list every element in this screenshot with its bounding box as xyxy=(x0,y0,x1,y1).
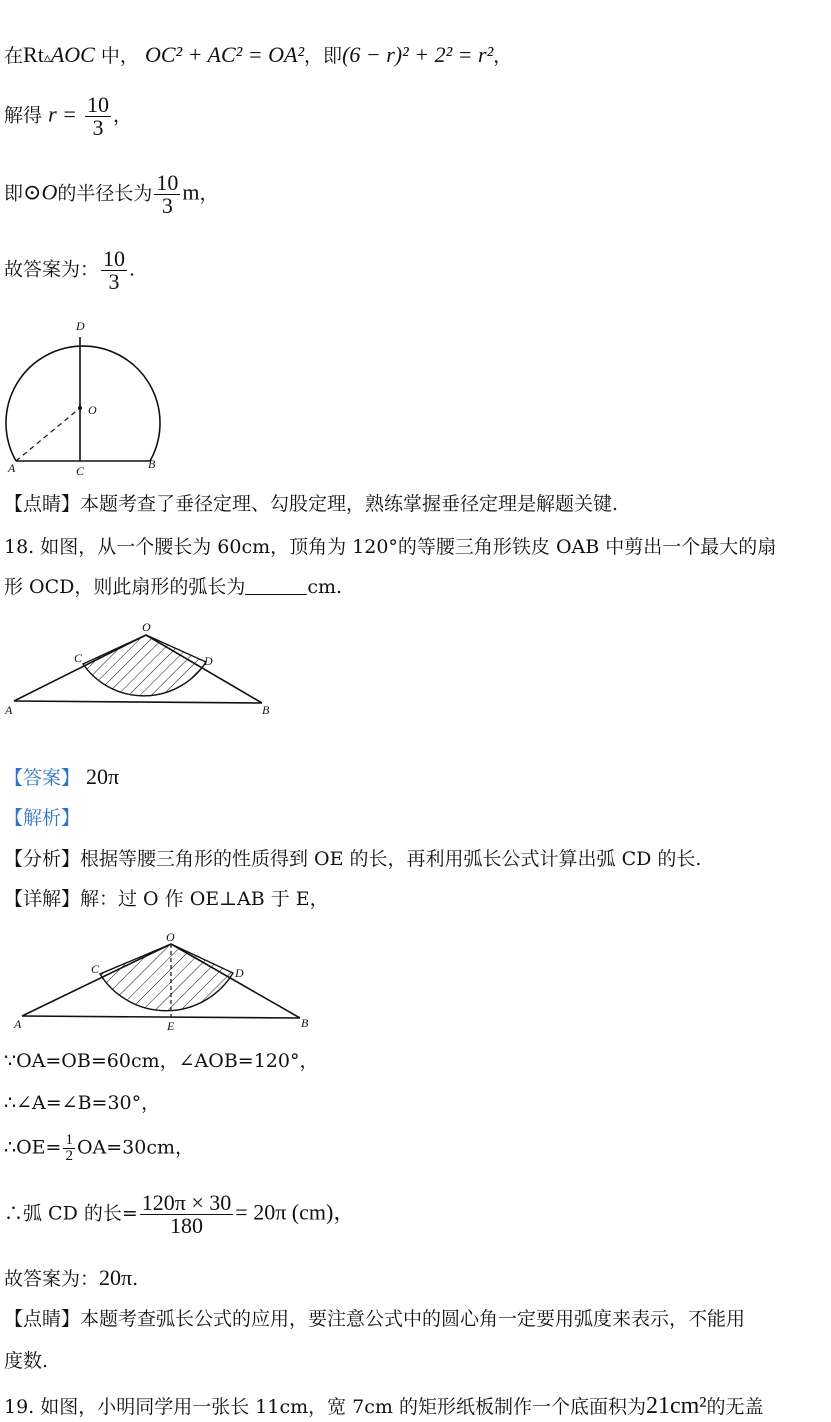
step-4 xyxy=(4,1192,355,1237)
label-c: C xyxy=(74,651,83,665)
label-d: D xyxy=(76,319,85,333)
answer-tag: 【答案】 xyxy=(4,767,81,789)
question-19 xyxy=(4,1394,764,1418)
text: = 20π (cm)， xyxy=(235,1199,356,1225)
label-o: O xyxy=(142,620,151,634)
denominator: 3 xyxy=(85,116,111,139)
fraction xyxy=(85,94,111,139)
value: 20π xyxy=(99,1265,133,1290)
text: AOC xyxy=(50,42,95,67)
answer-line xyxy=(4,766,119,788)
text: 故答案为： xyxy=(4,258,100,281)
arch-arc xyxy=(6,346,160,461)
variable: r = xyxy=(48,101,77,127)
text: 的半径长为 xyxy=(57,182,153,205)
text: ∴弧 CD 的长= xyxy=(4,1202,138,1225)
step-3 xyxy=(4,1133,194,1164)
label-d: D xyxy=(235,966,244,980)
text: 的无盖 xyxy=(706,1396,764,1418)
numerator: 10 xyxy=(87,92,110,117)
denominator: 2 xyxy=(65,1148,73,1164)
numerator: 120π × 30 xyxy=(141,1190,232,1215)
text: ， xyxy=(493,45,513,67)
text: . xyxy=(129,258,136,281)
text: 19. 如图，小明同学用一张长 11cm，宽 7cm 的矩形纸板制作一个底面积为 xyxy=(4,1396,646,1418)
numerator: 10 xyxy=(156,170,179,195)
circle-symbol: ⊙O xyxy=(23,179,58,205)
fraction xyxy=(140,1192,234,1237)
text: . xyxy=(132,1268,139,1290)
label-b: B xyxy=(262,703,270,717)
text: ，即 xyxy=(304,45,343,67)
equation: OC² + AC² = OA² xyxy=(144,42,305,67)
unit: m xyxy=(182,179,200,205)
triangle-icon: ▵ xyxy=(43,50,51,66)
text: cm. xyxy=(307,576,343,598)
answer-blank xyxy=(245,578,307,595)
equation: (6 − r)² + 2² = r² xyxy=(342,42,494,67)
denominator: 3 xyxy=(154,194,180,217)
value: 21cm² xyxy=(645,1393,707,1419)
label-c: C xyxy=(76,464,85,476)
step-5 xyxy=(4,1267,138,1289)
numerator: 1 xyxy=(65,1132,73,1148)
label-c: C xyxy=(91,962,100,976)
radius-ao xyxy=(16,408,80,461)
figure-arch xyxy=(0,316,175,476)
denominator: 180 xyxy=(140,1214,234,1237)
line-solve-r xyxy=(4,94,132,139)
label-d: D xyxy=(204,654,213,668)
figure-sector-with-height xyxy=(8,928,323,1036)
figure-sector xyxy=(0,620,285,720)
text: 中， xyxy=(100,45,139,67)
numerator: 10 xyxy=(103,246,126,271)
label-e: E xyxy=(167,1019,175,1033)
tip-paragraph-2-line2: 度数. xyxy=(4,1350,49,1372)
label-a: A xyxy=(14,1017,22,1031)
text: 在 xyxy=(4,45,24,67)
text: ∴OE= xyxy=(4,1136,62,1159)
text: Rt xyxy=(23,42,44,67)
text: 故答案为： xyxy=(4,1268,100,1290)
center-point xyxy=(78,406,82,410)
label-o: O xyxy=(88,403,97,417)
tip-paragraph-2-line1: 【点睛】本题考查弧长公式的应用，要注意公式中的圆心角一定要用弧度来表示，不能用 xyxy=(4,1308,746,1330)
text: OA=30cm， xyxy=(76,1136,195,1159)
analysis-paragraph: 【分析】根据等腰三角形的性质得到 OE 的长，再利用弧长公式计算出弧 CD 的长. xyxy=(4,848,702,870)
label-b: B xyxy=(301,1016,309,1030)
fraction xyxy=(154,172,180,217)
line-answer-1 xyxy=(4,248,135,293)
text: ， xyxy=(113,104,133,127)
text: 形 OCD，则此扇形的弧长为 xyxy=(4,576,246,598)
denominator: 3 xyxy=(101,270,127,293)
question-18-line1: 18. 如图，从一个腰长为 60cm，顶角为 120°的等腰三角形铁皮 OAB 中剪出一个最大的扇 xyxy=(4,536,777,558)
base-ab xyxy=(14,701,262,703)
label-o: O xyxy=(166,930,175,944)
label-b: B xyxy=(148,457,156,471)
hatched-sector xyxy=(83,635,206,696)
fraction xyxy=(101,248,127,293)
label-a: A xyxy=(5,703,13,717)
question-18-line2 xyxy=(4,578,342,597)
step-2: ∴∠A=∠B=30°， xyxy=(4,1092,161,1114)
line-pythagoras xyxy=(4,44,512,66)
line-radius xyxy=(4,172,219,217)
step-1: ∵OA=OB=60cm，∠AOB=120°， xyxy=(4,1050,319,1072)
text: ， xyxy=(199,182,219,205)
tip-paragraph: 【点睛】本题考查了垂径定理、勾股定理，熟练掌握垂径定理是解题关键. xyxy=(4,493,619,515)
fraction xyxy=(63,1133,75,1164)
text: 解得 xyxy=(4,104,43,127)
answer-value: 20π xyxy=(86,764,120,789)
base-ab xyxy=(22,1016,300,1018)
text: 即 xyxy=(4,182,24,205)
label-a: A xyxy=(8,461,16,475)
hatched-sector xyxy=(100,944,233,1011)
analysis-tag: 【解析】 xyxy=(4,807,81,829)
detailed-solution-intro: 【详解】解：过 O 作 OE⊥AB 于 E， xyxy=(4,888,329,910)
